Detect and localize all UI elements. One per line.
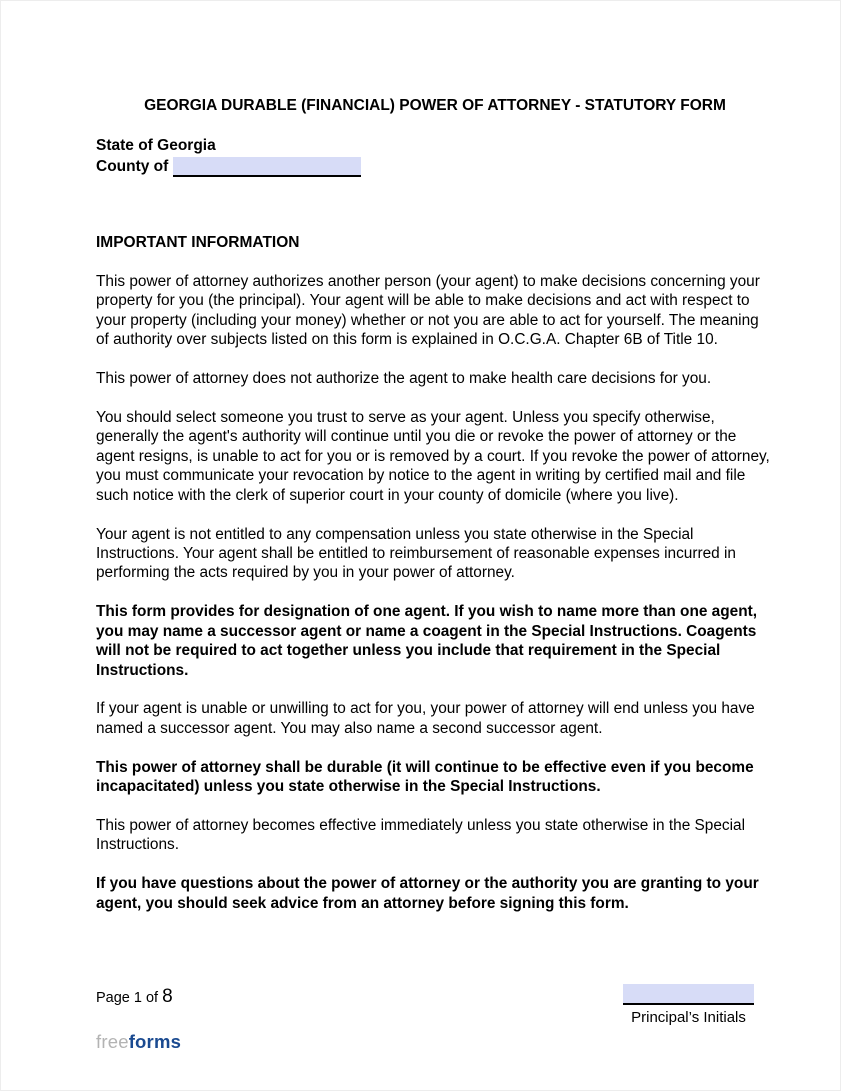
paragraph-authorizes-agent: This power of attorney authorizes another person (your agent) to make decisions concerning your property for you (the principal). Your agent will be able to make decisions and act with respect to your property (including your money) whether or not you are able to act for yourself. The meaning of authority over subjects listed on this form is explained in O.C.G.A. Chapter 6B of Title 10. — [96, 273, 760, 349]
freeforms-logo-free-text: free — [96, 1031, 129, 1052]
paragraph-seek-advice: If you have questions about the power of attorney or the authority you are granting to your agent, you should seek advice from an attorney before signing this form. — [96, 875, 759, 912]
paragraph-compensation: Your agent is not entitled to any compensation unless you state otherwise in the Special Instructions. Your agent shall be entitled to reimbursement of reasonable expenses incurred in performing the acts required by you in your power of attorney. — [96, 525, 736, 582]
document-body — [96, 97, 774, 913]
paragraph-durable-notice: This power of attorney shall be durable (it will continue to be effective even if you become incapacitated) unless you state otherwise in the Special Instructions. — [96, 758, 754, 796]
important-information-heading: IMPORTANT INFORMATION — [96, 234, 300, 251]
page-number-label: Page 1 of — [96, 990, 163, 1006]
principal-initials-label: Principal’s Initials — [631, 1009, 746, 1026]
freeforms-logo-forms-text: forms — [128, 1031, 182, 1052]
paragraph-successor-agent: If your agent is unable or unwilling to act for you, your power of attorney will end unless you have named a successor agent. You may also name a second successor agent. — [96, 700, 755, 737]
paragraph-no-health-care: This power of attorney does not authorize the agent to make health care decisions for you. — [96, 370, 712, 388]
principal-initials-input-field[interactable] — [623, 984, 754, 1005]
page-number — [96, 988, 173, 1007]
paragraph-select-agent: You should select someone you trust to serve as your agent. Unless you specify otherwise, generally the agent's authority will continue until you die or revoke the power of attorney or the agent resigns, is unable to act for you or is removed by a court. If you revoke the power of attorney, you must communicate your revocation by notice to the agent in writing by certified mail and file such notice with the clerk of superior court in your county of domicile (where you live). — [96, 409, 770, 504]
paragraph-effective-immediately: This power of attorney becomes effective immediately unless you state otherwise in the Special Instructions. — [96, 817, 746, 854]
county-label: County of — [96, 158, 169, 175]
document-title: GEORGIA DURABLE (FINANCIAL) POWER OF ATTORNEY - STATUTORY FORM — [144, 97, 726, 114]
county-line — [96, 157, 774, 177]
county-input-field[interactable] — [173, 157, 361, 177]
page-total-value: 8 — [162, 986, 173, 1007]
state-line: State of Georgia — [96, 137, 216, 154]
freeforms-logo — [96, 1031, 181, 1053]
principal-initials-block — [623, 984, 754, 1027]
paragraph-one-agent-designation: This form provides for designation of one agent. If you wish to name more than one agent, you may name a successor agent or name a coagent in the Special Instructions. Coagents will not be required to act together unless you include that requirement in the Special Instructions. — [96, 603, 758, 679]
